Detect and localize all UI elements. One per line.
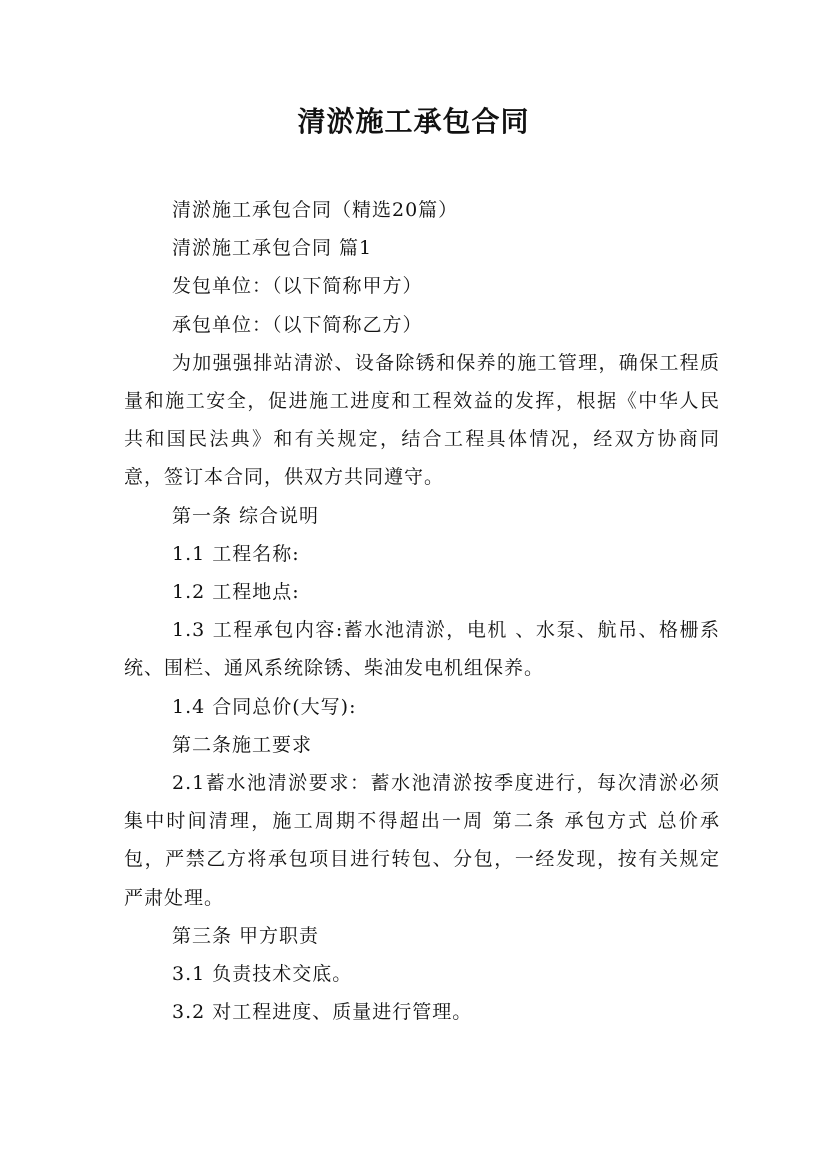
paragraph-3-1: 3.1 负责技术交底。 xyxy=(172,963,353,986)
paragraph-party-a: 发包单位：（以下简称甲方） xyxy=(172,275,423,298)
paragraph-subtitle: 清淤施工承包合同（精选20篇） xyxy=(172,199,459,221)
document-title: 清淤施工承包合同 xyxy=(297,105,530,138)
paragraph-section-heading: 清淤施工承包合同 篇1 xyxy=(172,237,373,260)
paragraph-1-3: 1.3 工程承包内容:蓄水池清淤，电机 、水泵、航吊、格栅系统、围栏、通风系统除锈、柴油发电机组保养。 xyxy=(124,619,720,680)
paragraph-article-2: 第二条施工要求 xyxy=(172,733,313,756)
paragraph-1-4: 1.4 合同总价(大写): xyxy=(172,695,357,718)
paragraph-article-1: 第一条 综合说明 xyxy=(172,504,320,527)
paragraph-3-2: 3.2 对工程进度、质量进行管理。 xyxy=(172,1001,473,1024)
paragraph-1-1: 1.1 工程名称: xyxy=(172,542,300,565)
paragraph-preamble: 为加强强排站清淤、设备除锈和保养的施工管理，确保工程质量和施工安全，促进施工进度和工程效益的发挥，根据《中华人民共和国民法典》和有关规定，结合工程具体情况，经双方协商同意，签订本合同，供双方共同遵守。 xyxy=(124,351,720,489)
document-body xyxy=(124,191,720,1031)
paragraph-article-3: 第三条 甲方职责 xyxy=(172,924,320,947)
paragraph-party-b: 承包单位：（以下简称乙方） xyxy=(172,313,423,336)
paragraph-1-2: 1.2 工程地点: xyxy=(172,581,300,604)
paragraph-2-1: 2.1蓄水池清淤要求：蓄水池清淤按季度进行，每次清淤必须集中时间清理，施工周期不得超出一周 第二条 承包方式 总价承包，严禁乙方将承包项目进行转包、分包，一经发现，按有关规定严肃处理。 xyxy=(124,772,720,909)
